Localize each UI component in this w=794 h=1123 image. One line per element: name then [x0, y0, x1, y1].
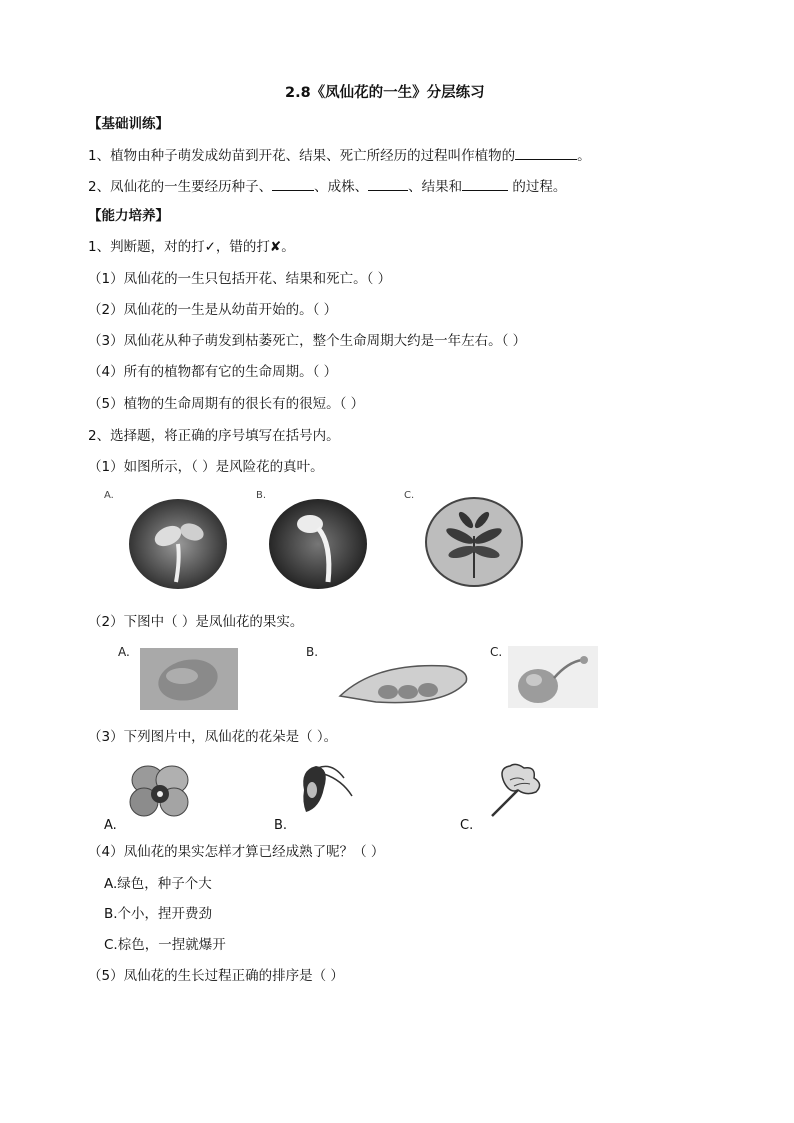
section-heading-basic: 【基础训练】 — [88, 116, 169, 132]
option-label-c: C. — [404, 490, 415, 501]
question-fill-1-end: 。 — [577, 148, 591, 164]
choice-question-5: （5）凤仙花的生长过程正确的排序是（ ） — [88, 968, 344, 984]
question-fill-2-text-c: 、结果和 — [408, 179, 463, 195]
answer-blank[interactable] — [462, 177, 508, 191]
judge-item: （4）所有的植物都有它的生命周期。（ ） — [88, 364, 338, 380]
fruit-photo-b — [336, 656, 474, 708]
seedling-photo-a — [128, 498, 228, 590]
flower-photo-b — [296, 760, 356, 820]
question-fill-2-text-b: 、成株、 — [314, 179, 369, 195]
choice-option: C.棕色，一捏就爆开 — [104, 937, 226, 953]
flower-photo-c — [484, 762, 548, 818]
question-fill-1-text: 1、植物由种子萌发成幼苗到开花、结果、死亡所经历的过程叫作植物的 — [88, 148, 516, 164]
question-fill-2 — [88, 177, 566, 196]
judge-instruction-text-mid: ，错的打 — [215, 239, 270, 255]
judge-item: （2）凤仙花的一生是从幼苗开始的。（ ） — [88, 302, 338, 318]
option-label-a: A. — [104, 490, 114, 501]
choice-option: A.绿色，种子个大 — [104, 876, 212, 892]
option-label-b: B. — [306, 645, 319, 659]
fruit-photo-c — [508, 646, 598, 708]
option-label-c: C. — [490, 645, 503, 659]
question-fill-1 — [88, 146, 591, 165]
check-mark-icon: ✓ — [204, 239, 216, 255]
answer-blank[interactable] — [272, 177, 314, 191]
seedling-photo-b — [268, 498, 368, 590]
judge-item: （3）凤仙花从种子萌发到枯萎死亡，整个生命周期大约是一年左右。（ ） — [88, 333, 527, 349]
judge-item: （1）凤仙花的一生只包括开花、结果和死亡。（ ） — [88, 271, 392, 287]
option-label-b: B. — [274, 818, 288, 833]
question-fill-2-text-d: 的过程。 — [508, 179, 567, 195]
choice-question-3: （3）下列图片中，凤仙花的花朵是（ ）。 — [88, 729, 338, 745]
question-fill-2-text-a: 2、凤仙花的一生要经历种子、 — [88, 179, 273, 195]
page-title: 2.8《凤仙花的一生》分层练习 — [285, 85, 485, 101]
option-label-b: B. — [256, 490, 267, 501]
choice-question-1: （1）如图所示，（ ）是风险花的真叶。 — [88, 459, 324, 475]
answer-blank[interactable] — [515, 146, 577, 160]
judge-instruction-end: 。 — [281, 239, 295, 255]
judge-instruction-text: 1、判断题，对的打 — [88, 239, 205, 255]
judge-item: （5）植物的生命周期有的很长有的很短。（ ） — [88, 396, 365, 412]
judge-instruction — [88, 238, 295, 256]
flower-photo-a — [128, 760, 192, 822]
cross-mark-icon: ✘ — [269, 239, 282, 255]
choice-option: B.个小，捏开费劲 — [104, 906, 213, 922]
seedling-photo-c — [424, 496, 524, 588]
option-label-a: A. — [118, 645, 130, 659]
option-label-a: A. — [104, 818, 117, 833]
choice-question-4: （4）凤仙花的果实怎样才算已经成熟了呢？（ ） — [88, 844, 385, 860]
choice-question-2: （2）下图中（ ）是凤仙花的果实。 — [88, 614, 304, 630]
section-heading-ability: 【能力培养】 — [88, 208, 169, 224]
answer-blank[interactable] — [368, 177, 408, 191]
option-label-c: C. — [460, 818, 474, 833]
fruit-photo-a — [140, 648, 238, 710]
choice-instruction: 2、选择题，将正确的序号填写在括号内。 — [88, 428, 340, 444]
